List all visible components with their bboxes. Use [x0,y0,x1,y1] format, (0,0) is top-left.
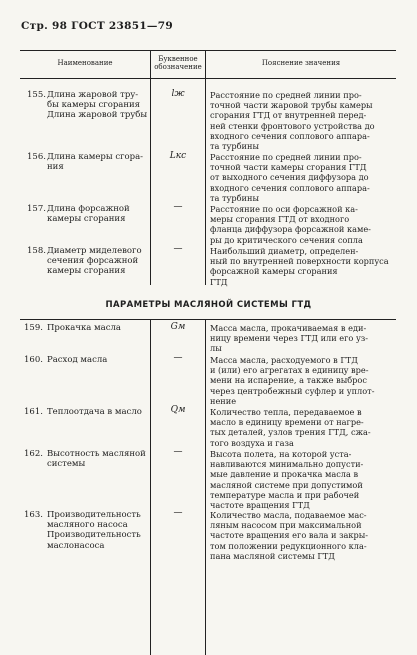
term-name: Высотность масляной системы [47,449,146,470]
term-name: Производительность масляного насоса Производительность маслонасоса [47,510,141,551]
term-symbol: Qм [170,405,186,415]
term-name: Длина форсажной камеры сгорания [47,204,130,225]
term-name: Диаметр миделевого сечения форсажной камеры сгорания [47,246,142,277]
column-header-symbol-line2: обозначение [154,63,202,71]
term-description: Высота полета, на которой уста- навливаются минимально допусти- мые давление и прокачка масла в масляной системе при допустимой температуре масла и при рабочей частоте вращения ГТД [210,449,364,511]
term-number: 157. [27,204,46,214]
term-description: Масса масла, расходуемого в ГТД и (или) его агрегатах в единицу вре- мени на испарение, а также выброс через центробежный суфлер и уплот- нение [210,355,375,406]
term-symbol: — [173,508,183,518]
term-symbol: lж [171,89,185,99]
column-header-description: Пояснение значения [261,59,341,67]
term-symbol: — [173,447,183,457]
term-symbol: — [173,244,183,254]
term-description: Масса масла, прокачиваемая в еди- ницу времени через ГТД или его уз- лы [210,323,369,354]
term-number: 163. [24,510,43,520]
term-number: 160. [24,355,43,365]
term-name: Длина камеры сгора- ния [47,152,144,173]
page-header: Стр. 98 ГОСТ 23851—79 [21,20,173,32]
term-description: Количество тепла, передаваемое в масло в единицу времени от нагре- тых деталей, узлов трения ГТД, сжа- того воздуха и газа [210,407,371,448]
term-number: 156. [27,152,46,162]
term-number: 162. [24,449,43,459]
column-divider-2-lower [205,320,206,655]
term-symbol: — [173,353,183,363]
term-symbol: Gм [170,322,186,332]
section-top-rule [20,319,396,320]
term-name: Прокачка масла [47,323,121,333]
term-number: 158. [27,246,46,256]
column-header-symbol-line1: Буквенное [158,55,198,63]
column-divider-2 [205,50,206,285]
term-name: Длина жаровой тру- бы камеры сгорания Длина жаровой трубы [47,90,148,121]
term-number: 161. [24,407,43,417]
term-name: Теплоотдача в масло [47,407,142,417]
term-description: Наибольший диаметр, определен- ный по внутренней поверхности корпуса форсажной камеры сгорания ГТД [210,246,389,287]
term-description: Расстояние по средней линии про- точной части жаровой трубы камеры сгорания ГТД от внутренней перед- ней стенки фронтового устройства до входного сечения соплового аппара- та турбины [210,90,375,152]
term-name: Расход масла [47,355,108,365]
term-symbol: — [173,202,183,212]
column-header-name: Наименование [57,59,113,67]
table-top-rule [20,50,396,51]
table-header-rule [20,78,396,79]
term-number: 159. [24,323,43,333]
section-title: ПАРАМЕТРЫ МАСЛЯНОЙ СИСТЕМЫ ГТД [105,300,312,310]
column-divider-1-lower [150,320,151,655]
term-symbol: Lкс [169,151,187,161]
term-description: Расстояние по средней линии про- точной части камеры сгорания ГТД от выходного сечения диффузора до входного сечения соплового аппара- та турбины [210,152,370,203]
term-number: 155. [27,90,46,100]
term-description: Расстояние по оси форсажной ка- меры сгорания ГТД от входного фланца диффузора форсажной каме- ры до критического сечения сопла [210,204,371,245]
term-description: Количество масла, подаваемое мас- ляным насосом при максимальной частоте вращения его вала и закры- том положении редукционного кла- пана масляной системы ГТД [210,510,369,561]
